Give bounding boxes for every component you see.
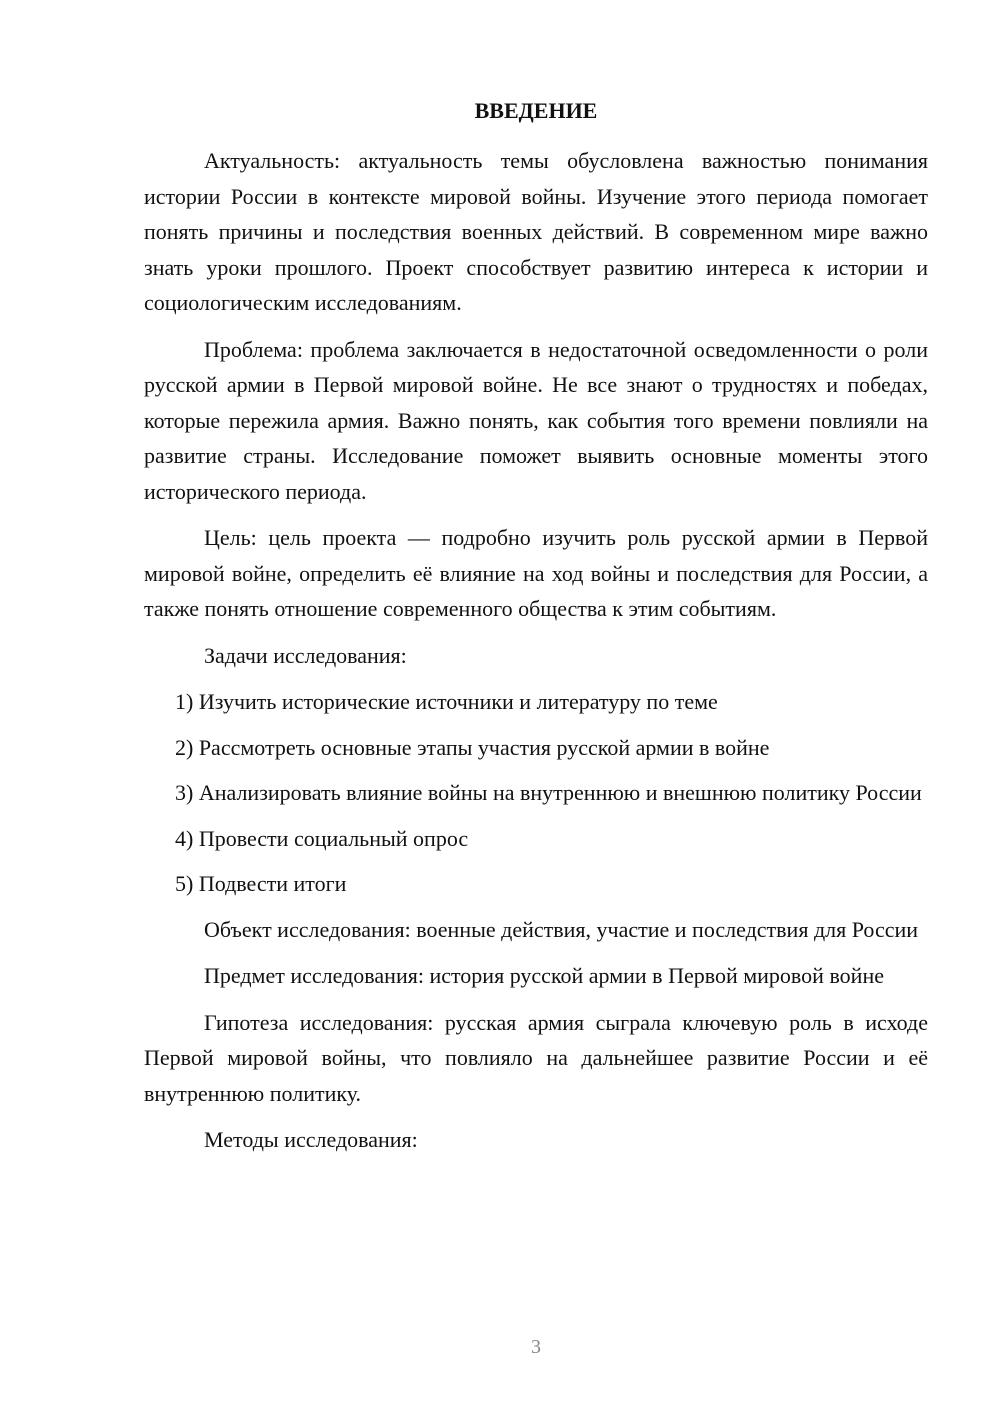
- task-item-1: 1) Изучить исторические источники и литературу по теме: [175, 689, 718, 714]
- task-item-5: 5) Подвести итоги: [175, 871, 347, 896]
- paragraph-relevance: Актуальность: актуальность темы обусловлена важностью понимания истории России в контексте мировой войны. Изучение этого периода помогает понять причины и последствия военных действий. В современном мире важно знать уроки прошлого. Проект способствует развитию интереса к истории и социологическим исследованиям.: [144, 148, 928, 315]
- paragraph-problem: Проблема: проблема заключается в недостаточной осведомленности о роли русской армии в Первой мировой войне. Не все знают о трудностях и победах, которые пережила армия. Важно понять, как события того времени повлияли на развитие страны. Исследование поможет выявить основные моменты этого исторического периода.: [144, 336, 928, 504]
- task-item-3: 3) Анализировать влияние войны на внутреннюю и внешнюю политику России: [175, 780, 922, 805]
- document-body: [144, 143, 928, 1169]
- section-title: ВВЕДЕНИЕ: [474, 98, 598, 123]
- paragraph-tasks-heading: Задачи исследования:: [204, 642, 407, 668]
- task-item-4: 4) Провести социальный опрос: [175, 825, 469, 851]
- task-item-2: 2) Рассмотреть основные этапы участия русской армии в войне: [175, 734, 770, 760]
- paragraph-subject: Предмет исследования: история русской армии в Первой мировой войне: [204, 963, 884, 988]
- paragraph-methods-heading: Методы исследования:: [204, 1127, 418, 1152]
- page-number: 3: [531, 1336, 541, 1358]
- paragraph-hypothesis: Гипотеза исследования: русская армия сыграла ключевую роль в исходе Первой мировой войны, что повлияло на дальнейшее развитие России и её внутреннюю политику.: [144, 1009, 928, 1106]
- paragraph-goal: Цель: цель проекта — подробно изучить роль русской армии в Первой мировой войне, определить её влияние на ход войны и последствия для России, а также понять отношение современного общества к этим событиям.: [144, 525, 928, 621]
- paragraph-object: Объект исследования: военные действия, участие и последствия для России: [204, 916, 919, 942]
